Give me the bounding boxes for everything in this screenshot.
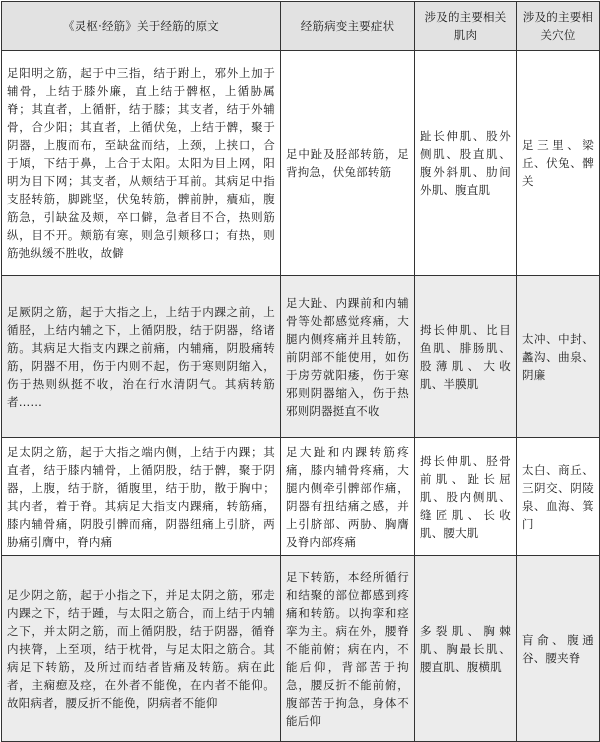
meridian-sinew-table [1, 1, 600, 742]
symptoms-cell: 足中趾及胫部转筋，足背拘急，伏兔部转筋 [281, 51, 415, 276]
muscles-cell: 拇长伸肌、比目鱼肌、腓肠肌、股薄肌、大收肌、半膜肌 [415, 276, 517, 438]
muscles-cell: 趾长伸肌、股外侧肌、股直肌、腹外斜肌、肋间外肌、腹直肌 [415, 51, 517, 276]
table-row [2, 438, 600, 556]
symptoms-cell: 足大趾、内踝前和内辅骨等处都感觉疼痛，大腿内侧疼痛并且转筋，前阴部不能使用，如伤于房劳就阳痿，伤于寒邪则阴器缩入，伤于热邪则阴器挺直不收 [281, 276, 415, 438]
original-text-cell: 足太阴之筋，起于大指之端内侧，上结于内踝；其直者，结于膝内辅骨，上循阴股，结于髀，聚于阴器，上腹，结于脐，循腹里，结于肋，散于胸中；其内者，着于脊。其病足大指支内踝痛，转筋痛，膝内辅骨痛，阴股引髀而痛，阴器纽痛上引脐，两胁痛引膺中，脊内痛 [2, 438, 281, 556]
points-cell: 足三里、梁丘、伏兔、髀关 [517, 51, 600, 276]
muscles-cell: 拇长伸肌、胫骨前肌、趾长屈肌、股内侧肌、缝匠肌、长收肌、腰大肌 [415, 438, 517, 556]
original-text-cell: 足厥阴之筋，起于大指之上，上结于内踝之前，上循胫，上结内辅之下，上循阴股，结于阴器，络诸筋。其病足大指支内踝之前痛，内辅痛，阴股痛转筋，阴器不用，伤于内则不起，伤于寒则阴缩入，伤于热则纵挺不收，治在行水清阴气。其病转筋者…… [2, 276, 281, 438]
symptoms-cell: 足下转筋，本经所循行和结聚的部位都感到疼痛和转筋。以拘挛和痉挛为主。病在外，腰脊不能前俯；病在内，不能后仰，背部苦于拘急，腰反折不能前俯，腹部苦于拘急，身体不能后仰 [281, 556, 415, 742]
header-points: 涉及的主要相关穴位 [517, 2, 600, 51]
table-row [2, 556, 600, 742]
header-symptoms: 经筋病变主要症状 [281, 2, 415, 51]
points-cell: 太冲、中封、蠡沟、曲泉、阴廉 [517, 276, 600, 438]
table-row [2, 276, 600, 438]
original-text-cell: 足阳明之筋，起于中三指，结于跗上，邪外上加于辅骨，上结于膝外廉，直上结于髀枢，上循胁属脊；其直者，上循骭，结于膝；其支者，结于外辅骨，合少阳；其直者，上循伏兔，上结于髀，聚于阴器，上腹而布，至缺盆而结，上颈，上挟口，合于頄，下结于鼻，上合于太阳。太阳为目上网，阳明为目下网；其支者，从颊结于耳前。其病足中指支胫转筋，脚跳坚，伏兔转筋，髀前肿，㿉疝，腹筋急，引缺盆及颊，卒口僻，急者目不合，热则筋纵，目不开。颊筋有寒，则急引颊移口；有热，则筋弛纵缓不胜收，故僻 [2, 51, 281, 276]
symptoms-cell: 足大趾和内踝转筋疼痛，膝内辅骨疼痛，大腿内侧牵引髀部作痛，阴器有扭结痛之感，并上引脐部、两胁、胸膺及脊内部疼痛 [281, 438, 415, 556]
header-row [2, 2, 600, 51]
muscles-cell: 多裂肌、胸棘肌、胸最长肌、腰直肌、腹横肌 [415, 556, 517, 742]
points-cell: 太白、商丘、三阴交、阴陵泉、血海、箕门 [517, 438, 600, 556]
original-text-cell: 足少阴之筋，起于小指之下，并足太阴之筋，邪走内踝之下，结于踵，与太阳之筋合，而上结于内辅之下，并太阴之筋，而上循阴股，结于阴器，循脊内挟膂，上至项，结于枕骨，与足太阳之筋合。其病足下转筋，及所过而结者皆痛及转筋。病在此者，主痫瘛及痉，在外者不能俛，在内者不能仰。故阳病者，腰反折不能俛，阴病者不能仰 [2, 556, 281, 742]
header-muscles: 涉及的主要相关肌肉 [415, 2, 517, 51]
table-row [2, 51, 600, 276]
points-cell: 肓俞、腹通谷、腰夹脊 [517, 556, 600, 742]
header-original-text: 《灵枢·经筋》关于经筋的原文 [2, 2, 281, 51]
